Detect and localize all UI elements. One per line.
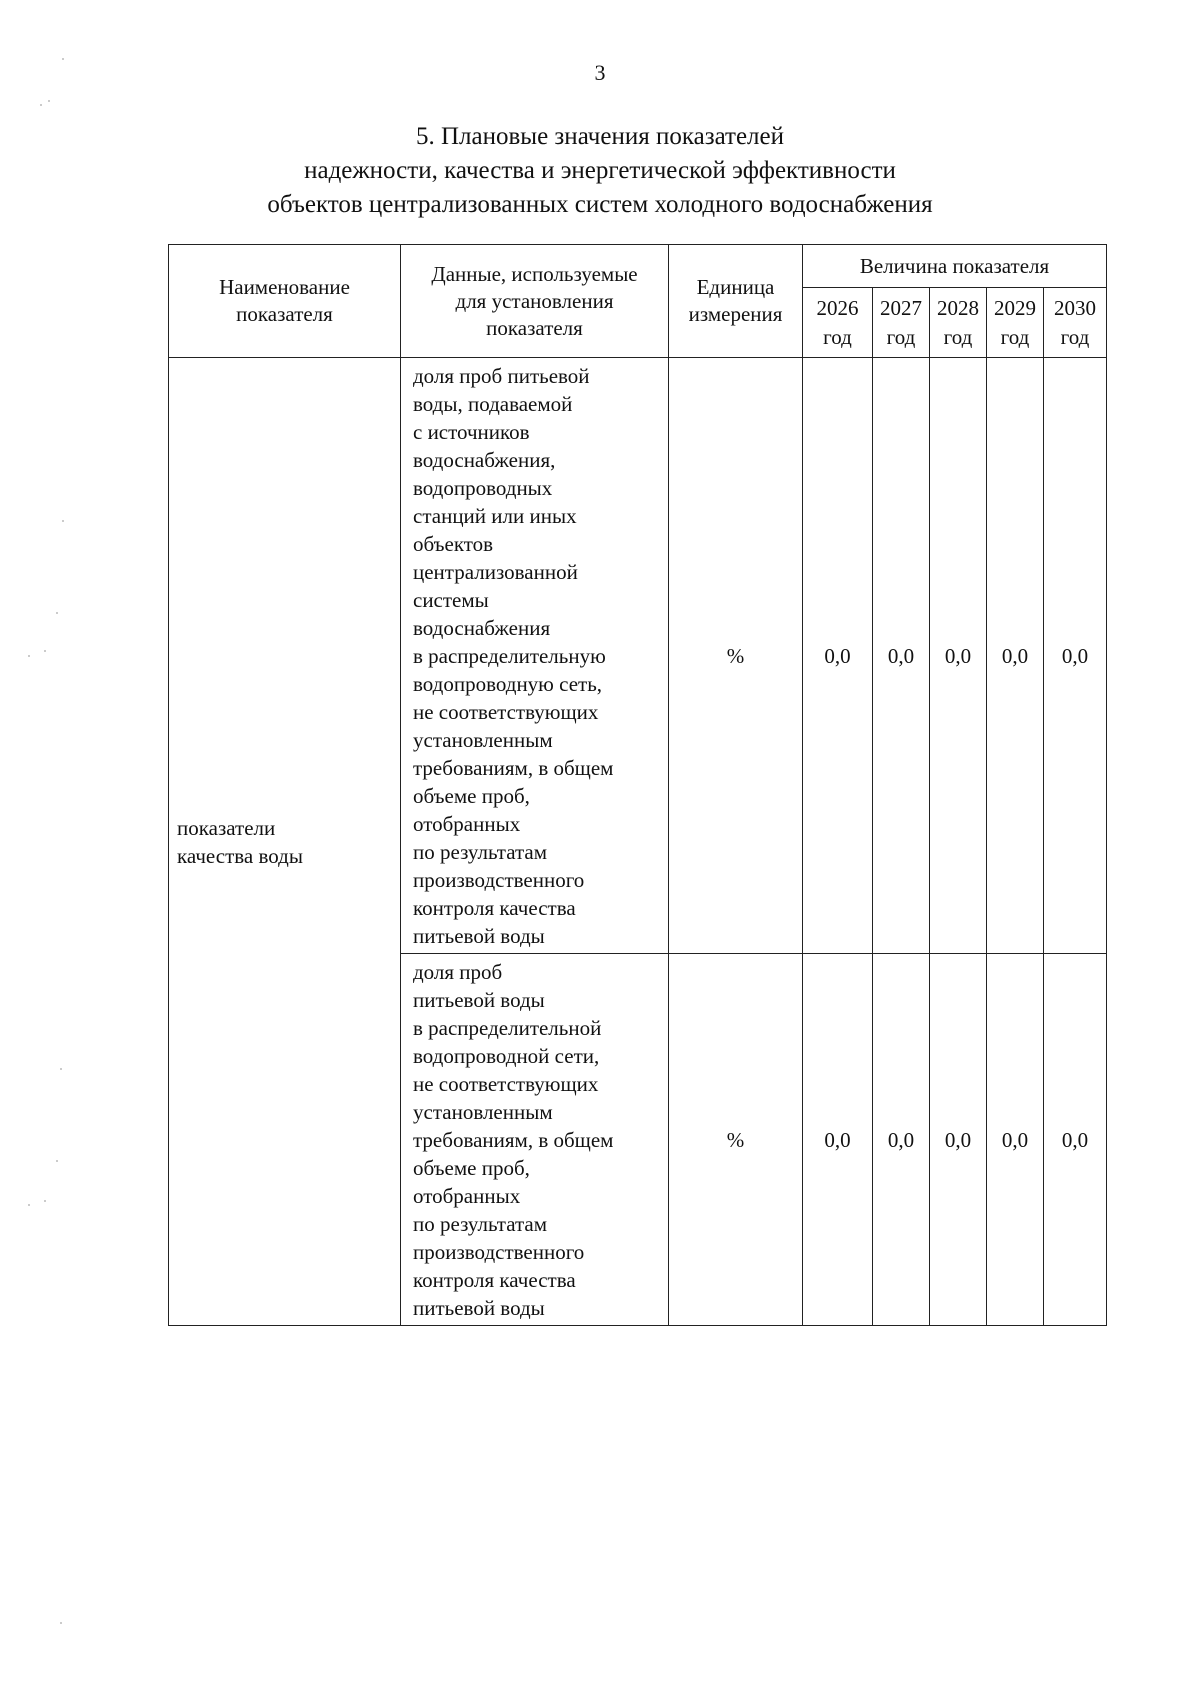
data-line: питьевой воды — [413, 1296, 545, 1320]
year-suffix: год — [1060, 324, 1090, 349]
scan-speck — [44, 1200, 46, 1202]
data-line: требованиям, в общем — [413, 756, 614, 780]
data-line: не соответствующих — [413, 1072, 599, 1096]
data-line: системы — [413, 588, 489, 612]
data-line: воды, подаваемой — [413, 392, 573, 416]
data-line: с источников — [413, 420, 530, 444]
document-title — [0, 120, 1200, 222]
title-line: надежности, качества и энергетической эффективности — [304, 157, 896, 184]
scan-speck — [56, 1160, 58, 1162]
header-year-2028 — [930, 288, 987, 358]
year-suffix: год — [943, 324, 973, 349]
header-line: показателя — [236, 302, 333, 326]
data-line: станций или иных — [413, 504, 577, 528]
data-line: отобранных — [413, 1184, 521, 1208]
title-line: объектов централизованных систем холодного водоснабжения — [267, 191, 933, 218]
title-line: 5. Плановые значения показателей — [415, 123, 785, 150]
indicators-table — [168, 244, 1107, 1326]
value-2027: 0,0 — [873, 954, 930, 1326]
value-2026: 0,0 — [803, 358, 873, 954]
scan-speck — [40, 104, 42, 106]
data-line: контроля качества — [413, 896, 576, 920]
data-line: водоснабжения, — [413, 448, 556, 472]
data-line: контроля качества — [413, 1268, 576, 1292]
value-2028: 0,0 — [930, 954, 987, 1326]
unit-cell: % — [669, 954, 803, 1326]
header-line: измерения — [688, 302, 783, 326]
year-number: 2030 — [1054, 295, 1096, 320]
data-line: водоснабжения — [413, 616, 551, 640]
header-line: показателя — [486, 315, 583, 340]
year-suffix: год — [886, 324, 916, 349]
header-unit — [669, 245, 803, 358]
table-row — [169, 358, 1107, 954]
value-2029: 0,0 — [987, 358, 1044, 954]
scan-speck — [62, 520, 64, 522]
value-2030: 0,0 — [1044, 954, 1107, 1326]
header-value-group: Величина показателя — [803, 245, 1107, 288]
scan-speck — [60, 1068, 62, 1070]
value-2026: 0,0 — [803, 954, 873, 1326]
data-line: доля проб питьевой — [413, 364, 590, 388]
data-line: установленным — [413, 1100, 553, 1124]
header-indicator-name — [169, 245, 401, 358]
page-number: 3 — [594, 60, 606, 85]
header-line: для установления — [455, 288, 614, 313]
data-line: отобранных — [413, 812, 521, 836]
indicator-name-cell — [169, 358, 401, 1326]
header-line: Наименование — [219, 275, 350, 299]
value-2030: 0,0 — [1044, 358, 1107, 954]
value-2027: 0,0 — [873, 358, 930, 954]
indicator-name-line: показатели — [177, 815, 276, 840]
year-number: 2029 — [994, 295, 1036, 320]
header-line: Данные, используемые — [431, 261, 638, 286]
data-line: доля проб — [413, 960, 503, 984]
year-suffix: год — [823, 324, 852, 349]
year-suffix: год — [1000, 324, 1030, 349]
scan-speck — [48, 100, 50, 102]
data-line: питьевой воды — [413, 924, 545, 948]
value-2029: 0,0 — [987, 954, 1044, 1326]
scan-speck — [56, 612, 58, 614]
header-year-2026 — [803, 288, 873, 358]
data-line: производственного — [413, 1240, 585, 1264]
data-line: централизованной — [413, 560, 578, 584]
data-line: объектов — [413, 532, 494, 556]
scan-speck — [60, 1622, 62, 1624]
data-line: водопроводной сети, — [413, 1044, 600, 1068]
year-number: 2028 — [937, 295, 979, 320]
data-line: по результатам — [413, 1212, 548, 1236]
year-number: 2026 — [816, 295, 859, 320]
scan-speck — [62, 58, 64, 60]
year-number: 2027 — [880, 295, 922, 320]
indicator-data-cell — [401, 954, 669, 1326]
data-line: по результатам — [413, 840, 548, 864]
unit-cell: % — [669, 358, 803, 954]
data-line: требованиям, в общем — [413, 1128, 614, 1152]
scan-speck — [28, 1204, 30, 1206]
scan-speck — [28, 655, 30, 657]
data-line: установленным — [413, 728, 553, 752]
data-line: водопроводных — [413, 476, 553, 500]
data-line: в распределительную — [413, 644, 606, 668]
header-line: Единица — [696, 275, 775, 299]
data-line: производственного — [413, 868, 585, 892]
data-line: водопроводную сеть, — [413, 672, 603, 696]
data-line: в распределительной — [413, 1016, 602, 1040]
indicator-name-line: качества воды — [177, 843, 303, 868]
header-year-2027 — [873, 288, 930, 358]
scan-speck — [44, 650, 46, 652]
header-year-2029 — [987, 288, 1044, 358]
value-2028: 0,0 — [930, 358, 987, 954]
header-year-2030 — [1044, 288, 1107, 358]
data-line: объеме проб, — [413, 784, 530, 808]
data-line: питьевой воды — [413, 988, 545, 1012]
indicator-data-cell — [401, 358, 669, 954]
data-line: объеме проб, — [413, 1156, 530, 1180]
header-indicator-data — [401, 245, 669, 358]
data-line: не соответствующих — [413, 700, 599, 724]
